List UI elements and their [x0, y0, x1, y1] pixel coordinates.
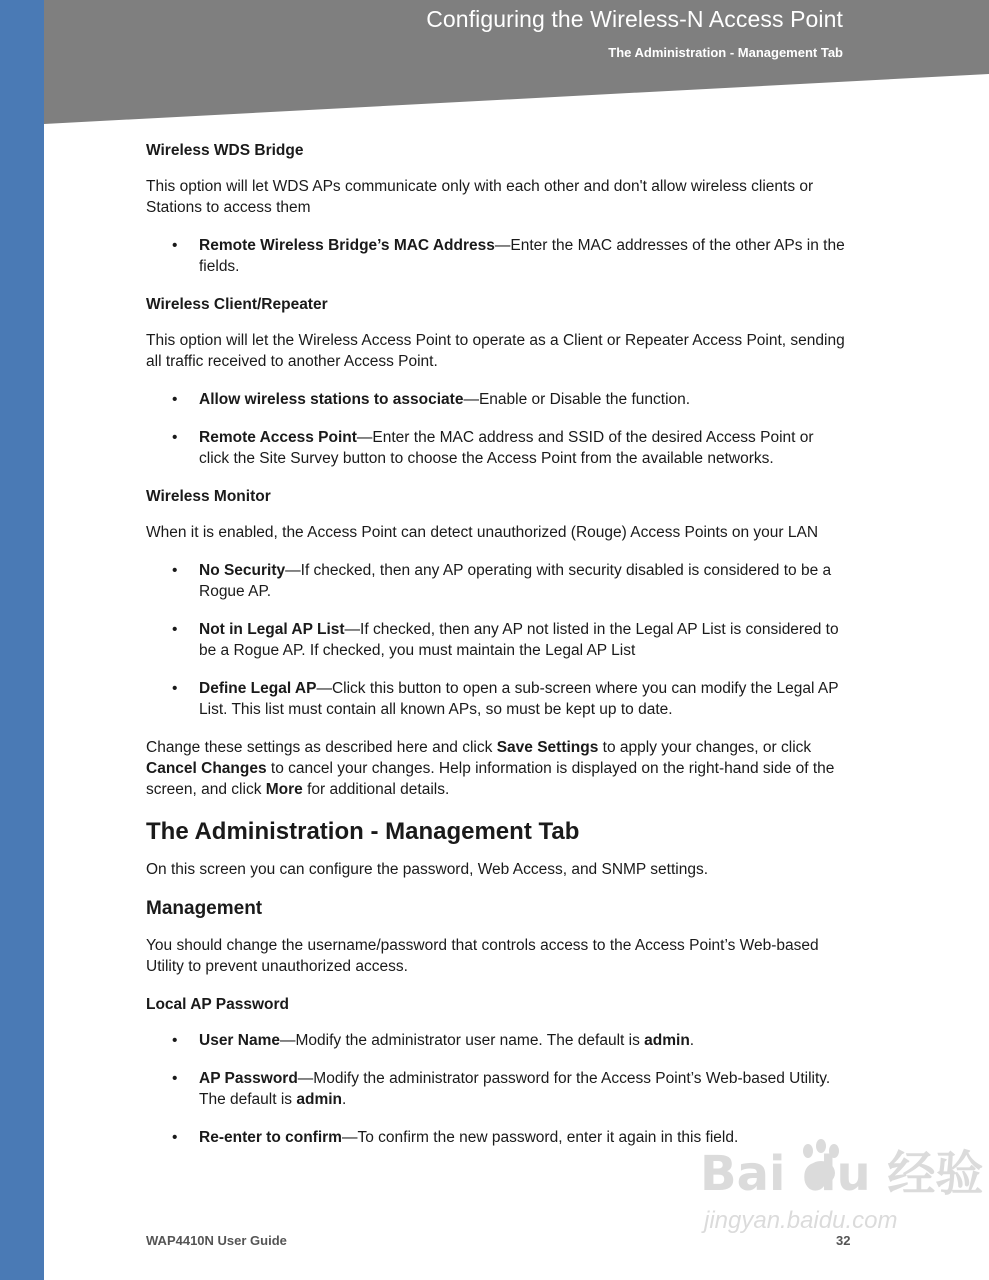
management-heading: Management [146, 898, 263, 919]
change-settings-paragraph [146, 737, 846, 800]
bullet-term: Re-enter to confirm [199, 1129, 342, 1146]
paw-icon [798, 1139, 844, 1189]
bullet-term: Remote Wireless Bridge’s MAC Address [199, 237, 495, 254]
client-repeater-text: This option will let the Wireless Access Point to operate as a Client or Repeater Access Point, sending all traffic received to another Access Point. [146, 332, 845, 370]
bullet-remote-bridge-mac [146, 235, 846, 277]
text-run: for additional details. [302, 781, 450, 798]
wds-bullets [146, 235, 846, 277]
local-ap-password-heading: Local AP Password [146, 996, 289, 1013]
text-run: to cancel your changes. Help information is displayed on the right-hand side of the screen, and click [146, 760, 835, 798]
bullet-allow-stations [146, 389, 846, 410]
bullet-term: Not in Legal AP List [199, 621, 345, 638]
default-value: admin [296, 1091, 343, 1108]
admin-section-text: On this screen you can configure the password, Web Access, and SNMP settings. [146, 861, 709, 878]
monitor-bullets [146, 560, 846, 720]
bullet-term: No Security [199, 562, 286, 579]
bullet-desc: —Modify the administrator user name. The default is [280, 1032, 645, 1049]
admin-section-heading: The Administration - Management Tab [146, 818, 580, 845]
bullet-remote-access-point [146, 427, 846, 469]
bullet-end: . [342, 1091, 347, 1108]
bullet-desc: —To confirm the new password, enter it again in this field. [341, 1129, 739, 1146]
baidu-watermark [700, 1135, 984, 1270]
header-title: Configuring the Wireless-N Access Point [426, 6, 843, 32]
bullet-term: Remote Access Point [199, 429, 357, 446]
bullet-desc: —Modify the administrator password for the Access Point’s Web-based Utility. The default is [199, 1070, 831, 1108]
wds-heading: Wireless WDS Bridge [146, 142, 304, 159]
bullet-desc: —Enter the MAC addresses of the other APs in the fields. [199, 237, 845, 275]
client-repeater-bullets [146, 389, 846, 469]
management-text: You should change the username/password that controls access to the Access Point’s Web-based Utility to prevent unauthorized access. [146, 937, 819, 975]
cancel-changes-ref: Cancel Changes [146, 760, 267, 777]
bullet-desc: —Enter the MAC address and SSID of the desired Access Point or click the Site Survey button to choose the Access Point from the available networks. [199, 429, 814, 467]
more-ref: More [265, 781, 303, 798]
wds-text: This option will let WDS APs communicate only with each other and don't allow wireless clients or Stations to access them [146, 178, 814, 216]
monitor-text: When it is enabled, the Access Point can detect unauthorized (Rouge) Access Points on your LAN [146, 524, 819, 541]
header-subtitle: The Administration - Management Tab [608, 45, 843, 60]
default-value: admin [644, 1032, 690, 1049]
bullet-define-legal-ap [146, 678, 846, 720]
monitor-heading: Wireless Monitor [146, 488, 271, 505]
bullet-no-security [146, 560, 846, 602]
watermark-url: jingyan.baidu.com [704, 1207, 898, 1234]
bullet-desc: —Enable or Disable the function. [463, 391, 691, 408]
text-run: Change these settings as described here and click [146, 739, 497, 756]
document-body [146, 140, 846, 1165]
watermark-logo: Bai du 经验 [700, 1146, 984, 1202]
bullet-end: . [689, 1032, 695, 1049]
bullet-desc: —If checked, then any AP operating with security disabled is considered to be a Rogue AP. [199, 562, 832, 600]
local-ap-password-bullets [146, 1030, 846, 1148]
bullet-desc: —Click this button to open a sub-screen where you can modify the Legal AP List. This list must contain all known APs, so must be kept up to date. [199, 680, 839, 718]
footer-guide-title: WAP4410N User Guide [146, 1233, 287, 1248]
client-repeater-heading: Wireless Client/Repeater [146, 296, 328, 313]
text-run: to apply your changes, or click [598, 739, 812, 756]
save-settings-ref: Save Settings [496, 739, 599, 756]
bullet-ap-password [146, 1068, 846, 1110]
page-header [44, 0, 989, 128]
bullet-term: Define Legal AP [199, 680, 317, 697]
bullet-term: Allow wireless stations to associate [199, 391, 464, 408]
bullet-not-in-legal-list [146, 619, 846, 661]
bullet-term: AP Password [199, 1070, 298, 1087]
side-accent-bar [0, 0, 44, 1280]
bullet-desc: —If checked, then any AP not listed in the Legal AP List is considered to be a Rogue AP. If checked, you must maintain the Legal AP List [199, 621, 839, 659]
bullet-user-name [146, 1030, 846, 1051]
bullet-term: User Name [199, 1032, 280, 1049]
footer-page-number: 32 [836, 1233, 851, 1248]
